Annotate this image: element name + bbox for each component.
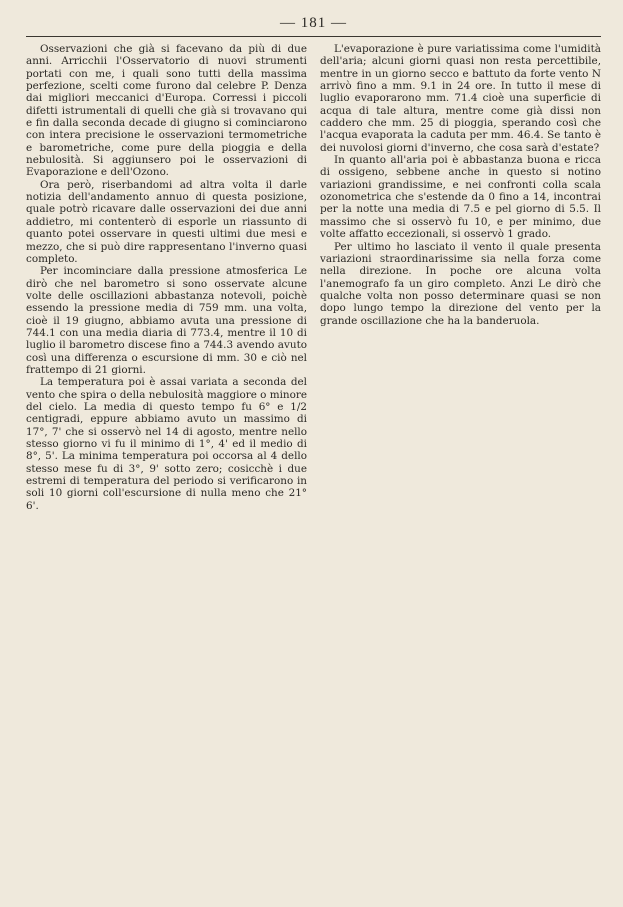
paragraph: In quanto all'aria poi è abbastanza buona e ricca di ossigeno, sebbene anche in questo si notino variazioni grandissime, e nei confronti colla scala ozonometrica che s'estende da 0 fino a 14, incontrai per la notte una media di 7.5 e pel giorno di 5.5. Il massimo che si osservò fu 10, e per minimo, due volte affatto eccezionali, si osservò 1 grado. <box>320 154 601 241</box>
paragraph: Per ultimo ho lasciato il vento il quale presenta variazioni straordinarissime sia nella forza come nella direzione. In poche ore alcuna volta l'anemografo fa un giro completo. Anzi Le dirò che qualche volta non posso determinare quasi se non dopo lungo tempo la direzione del vento per la grande oscillazione che ha la banderuola. <box>320 240 601 327</box>
paragraph: Ora però, riserbandomi ad altra volta il darle notizia dell'andamento annuo di questa posizione, quale potrò ricavare dalle osservazioni dei due anni addietro, mi contenterò di esporle un riassunto di quanto potei osservare in questi ultimi due mesi e mezzo, che si può dire rappresentano l'inverno quasi completo. <box>26 178 307 265</box>
paragraph: L'evaporazione è pure variatissima come l'umidità dell'aria; alcuni giorni quasi non resta percettibile, mentre in un giorno secco e battuto da forte vento N arrivò fino a mm. 9.1 in 24 ore. In tutto il mese di luglio evaporarono mm. 71.4 cioè una superficie di acqua di tale altura, mentre come già dissi non caddero che mm. 25 di pioggia, sperando così che l'acqua evaporata la caduta per mm. 46.4. Se tanto è dei nuvolosi giorni d'inverno, che cosa sarà d'estate? <box>320 43 601 154</box>
page-header <box>26 10 601 36</box>
paragraph: La temperatura poi è assai variata a seconda del vento che spira o della nebulosità maggiore o minore del cielo. La media di questo tempo fu 6° e 1/2 centigradi, eppure abbiamo avuto un massimo di 17°, 7' che si osservò nel 14 di agosto, mentre nello stesso giorno vi fu il minimo di 1°, 4' ed il medio di 8°, 5'. La minima temperatura poi occorsa al 4 dello stesso mese fu di 3°, 9' sotto zero; cosicchè i due estremi di temperatura del periodo si verificarono in soli 10 giorni coll'escursione di nulla meno che 21° 6'. <box>26 376 307 512</box>
paragraph: Osservazioni che già si facevano da più di due anni. Arricchii l'Osservatorio di nuovi strumenti portati con me, i quali sono tutti della massima perfezione, scelti come furono dal celebre P. Denza dai migliori meccanici d'Europa. Corressi i piccoli difetti istrumentali di quelli che già si trovavano qui e fin dalla seconda decade di giugno si cominciarono con intera precisione le osservazioni termometriche e barometriche, come pure della pioggia e della nebulosità. Si aggiunsero poi le osservazioni di Evaporazione e dell'Ozono. <box>26 43 307 179</box>
text-columns <box>26 43 601 512</box>
right-column <box>320 43 601 512</box>
page-number: — 181 — <box>280 14 347 31</box>
left-column <box>26 43 307 512</box>
header-rule <box>26 36 601 37</box>
paragraph: Per incominciare dalla pressione atmosferica Le dirò che nel barometro si sono osservate alcune volte delle oscillazioni abbastanza notevoli, poichè essendo la pressione media di 759 mm. una volta, cioè il 19 giugno, abbiamo avuta una pressione di 744.1 con una media diaria di 773.4, mentre il 10 di luglio il barometro discese fino a 744.3 avendo avuto così una differenza o escursione di mm. 30 e ciò nel frattempo di 21 giorni. <box>26 265 307 376</box>
